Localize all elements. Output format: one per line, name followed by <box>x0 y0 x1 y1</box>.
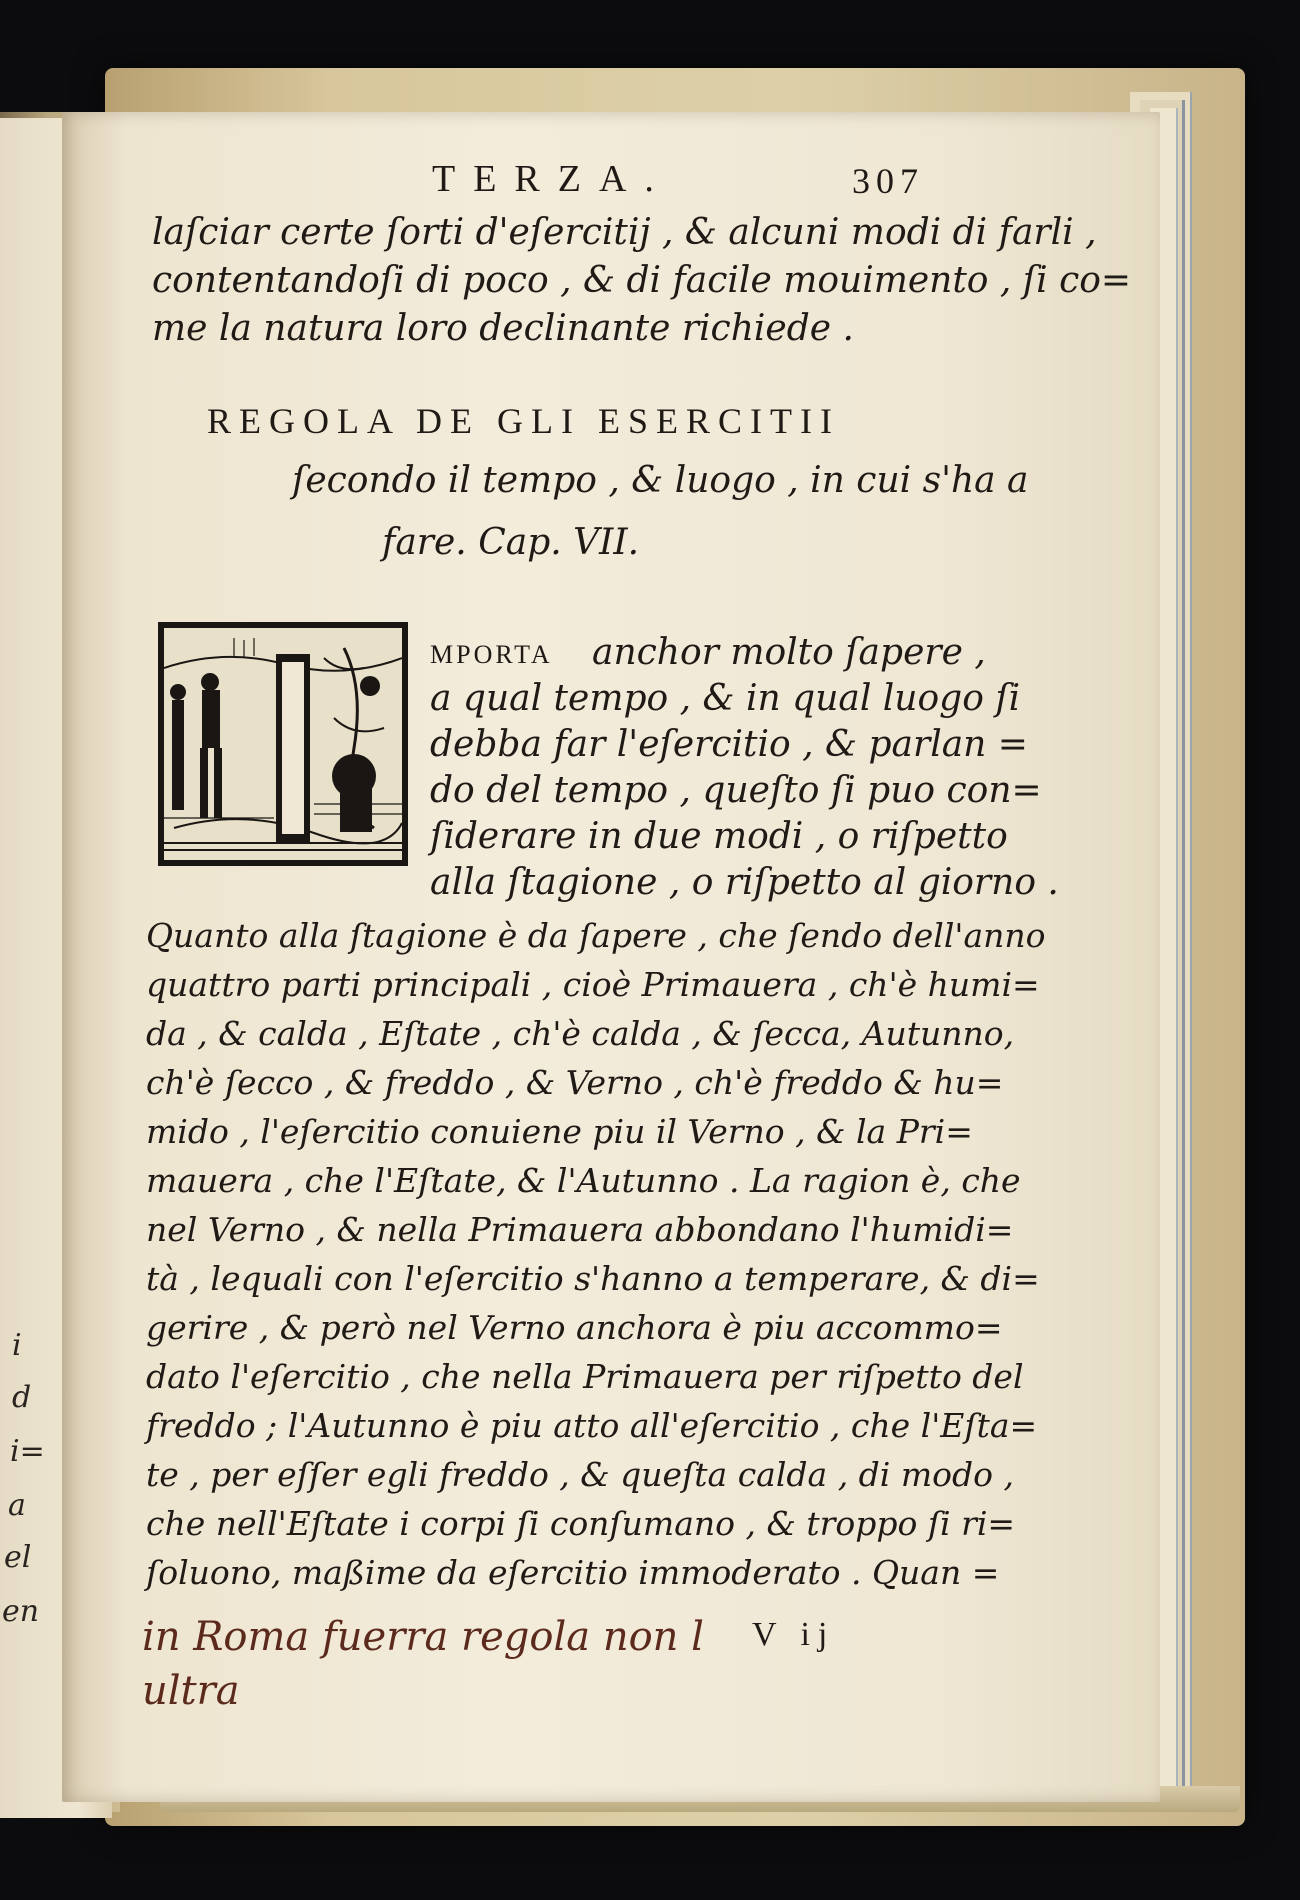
text-line: ſiderare in due modi , o riſpetto <box>430 816 1008 857</box>
facing-fragment: i= <box>10 1434 45 1469</box>
text-line: anchor molto ſapere , <box>592 632 986 673</box>
text-line: dato l'eſercitio , che nella Primauera per riſpetto del <box>146 1357 1024 1396</box>
signature-mark: V ij <box>752 1616 836 1653</box>
page-number: 307 <box>852 161 924 201</box>
text-line: laſciar certe ſorti d'eſercitij , & alcuni modi di farli , <box>152 212 1097 253</box>
text-line: freddo ; l'Autunno è piu atto all'eſercitio , che l'Eſta= <box>146 1406 1038 1445</box>
recto-page <box>62 112 1160 1802</box>
text-line: mido , l'eſercitio conuiene piu il Verno , & la Pri= <box>146 1112 973 1151</box>
facing-fragment: el <box>4 1540 32 1575</box>
text-line: contentandoſi di poco , & di facile mouimento , ſi co= <box>152 260 1132 301</box>
text-line: tà , lequali con l'eſercitio s'hanno a temperare, & di= <box>146 1259 1040 1298</box>
text-line: gerire , & però nel Verno anchora è piu accommo= <box>146 1308 1003 1347</box>
text-line: alla ſtagione , o riſpetto al giorno . <box>430 862 1059 903</box>
facing-fragment: d <box>12 1380 32 1415</box>
running-title: TERZA. <box>432 158 672 200</box>
text-line: te , per eſſer egli freddo , & queſta calda , di modo , <box>146 1455 1014 1494</box>
chapter-heading: REGOLA DE GLI ESERCITII <box>207 401 840 441</box>
woodcut-initial <box>158 622 408 866</box>
woodcut-illustration <box>164 628 402 860</box>
text-line: che nell'Eſtate i corpi ſi conſumano , & troppo ſi ri= <box>146 1504 1016 1543</box>
text-line: ch'è ſecco , & freddo , & Verno , ch'è freddo & hu= <box>146 1063 1004 1102</box>
chapter-number: fare. Cap. VII. <box>382 522 640 563</box>
facing-fragment: i <box>12 1328 22 1363</box>
text-line: Quanto alla ſtagione è da ſapere , che ſendo dell'anno <box>146 916 1046 955</box>
incipit-caps: MPORTA <box>430 640 553 669</box>
text-line: me la natura loro declinante richiede . <box>152 308 854 349</box>
text-line: mauera , che l'Eſtate, & l'Autunno . La ragion è, che <box>146 1161 1021 1200</box>
chapter-subheading: ſecondo il tempo , & luogo , in cui s'ha a <box>292 460 1029 501</box>
facing-fragment: a <box>8 1488 26 1523</box>
handwritten-annotation: ultra <box>142 1668 240 1714</box>
text-line: do del tempo , queſto ſi puo con= <box>430 770 1042 811</box>
text-line: da , & calda , Eſtate , ch'è calda , & ſecca, Autunno, <box>146 1014 1015 1053</box>
text-line: ſoluono, maßime da eſercitio immoderato . Quan = <box>146 1553 1000 1592</box>
text-line: debba far l'eſercitio , & parlan = <box>430 724 1028 765</box>
text-line: a qual tempo , & in qual luogo ſi <box>430 678 1021 719</box>
facing-fragment: en <box>2 1594 40 1629</box>
text-line: nel Verno , & nella Primauera abbondano l'humidi= <box>146 1210 1014 1249</box>
handwritten-annotation: in Roma fuerra regola non l <box>142 1614 704 1660</box>
text-line: quattro parti principali , cioè Primauera , ch'è humi= <box>146 965 1040 1004</box>
